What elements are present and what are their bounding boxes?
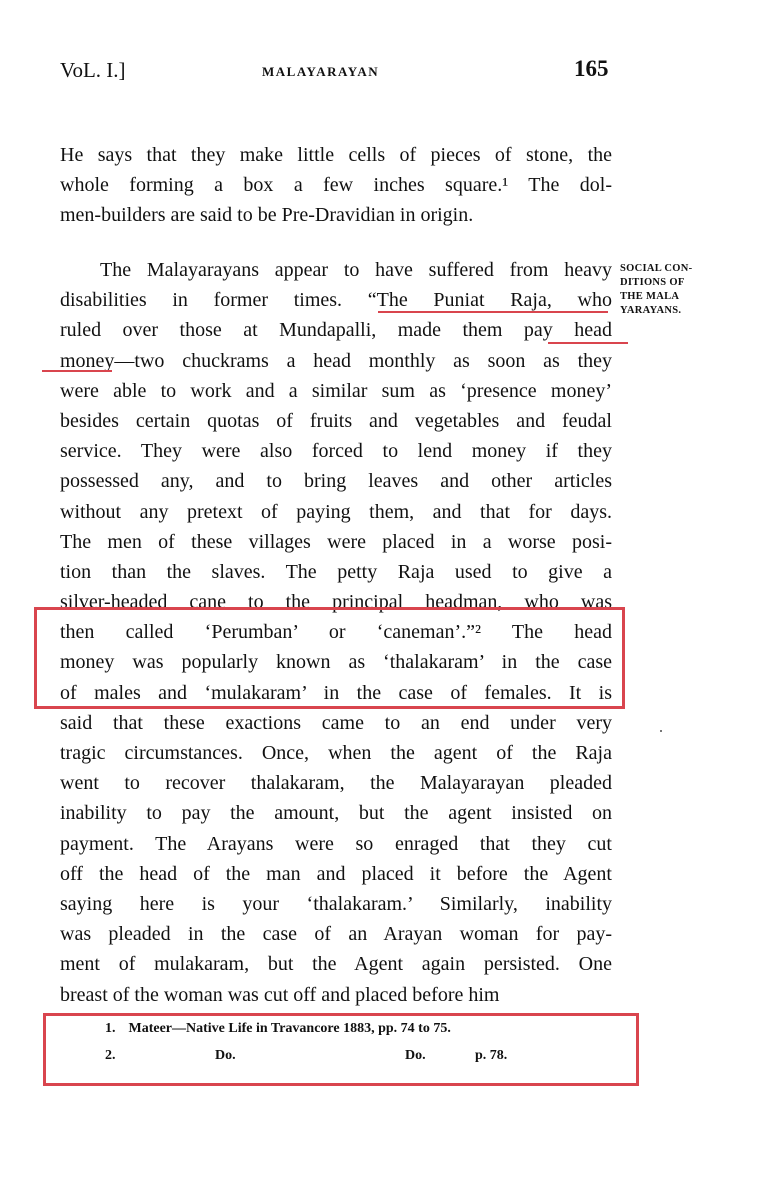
- text-line: were able to work and a similar sum as ‘presence money’: [60, 379, 612, 402]
- text-line: possessed any, and to bring leaves and other articles: [60, 470, 612, 493]
- sidenote-line: SOCIAL CON-: [620, 263, 693, 274]
- text-line: saying here is your ‘thalakaram.’ Similarly, inability: [60, 892, 612, 915]
- text-line: The Malayarayans appear to have suffered from heavy: [100, 259, 612, 281]
- text-line: off the head of the man and placed it before the Agent: [60, 862, 612, 885]
- margin-sidenote: [620, 262, 720, 318]
- text-line: payment. The Arayans were so enraged that they cut: [60, 832, 612, 855]
- text-line: He says that they make little cells of pieces of stone, the: [60, 144, 612, 166]
- footnote-page: p. 78.: [475, 1048, 508, 1063]
- text-line: disabilities in former times. “The Puniat Raja, who: [60, 289, 612, 312]
- text-line: then called ‘Perumban’ or ‘caneman’.”² The head: [60, 621, 612, 644]
- text-line: inability to pay the amount, but the agent insisted on: [60, 802, 612, 825]
- text-line: went to recover thalakaram, the Malayarayan pleaded: [60, 772, 612, 795]
- text-line: whole forming a box a few inches square.¹ The dol-: [60, 174, 612, 197]
- volume-label: VoL. I.]: [60, 58, 126, 82]
- text-line: ruled over those at Mundapalli, made them pay head: [60, 319, 612, 342]
- text-line: tragic circumstances. Once, when the agent of the Raja: [60, 742, 612, 764]
- text-line: money was popularly known as ‘thalakaram’ in the case: [60, 651, 612, 674]
- footnote-2: [105, 1048, 605, 1064]
- text-line: said that these exactions came to an end under very: [60, 711, 612, 734]
- text-line: silver-headed cane to the principal headman, who was: [60, 591, 612, 614]
- footnote-text: Mateer—Native Life in Travancore 1883, pp. 74 to 75.: [128, 1021, 451, 1036]
- sidenote-line: YARAYANS.: [620, 305, 682, 316]
- running-title: MALAYARAYAN: [262, 64, 380, 79]
- footnote-ditto: Do.: [215, 1048, 236, 1063]
- sidenote-line: THE MALA: [620, 291, 680, 302]
- margin-mark: [660, 730, 662, 732]
- text-line: was pleaded in the case of an Arayan woman for pay-: [60, 923, 612, 946]
- text-line: ment of mulakaram, but the Agent again persisted. One: [60, 953, 612, 976]
- page-number: 165: [574, 56, 609, 81]
- footnote-number: 1.: [105, 1021, 116, 1036]
- text-line: without any pretext of paying them, and that for days.: [60, 500, 612, 523]
- footnote-number: 2.: [105, 1048, 116, 1063]
- footnote-ditto: Do.: [405, 1048, 426, 1063]
- text-line: service. They were also forced to lend money if they: [60, 440, 612, 463]
- highlight-box-paragraph: [34, 607, 625, 709]
- paragraph-1: [60, 140, 612, 231]
- sidenote-line: DITIONS OF: [620, 277, 685, 288]
- text-line: tion than the slaves. The petty Raja used to give a: [60, 560, 612, 583]
- text-line: money—two chuckrams a head monthly as soon as they: [60, 349, 612, 372]
- text-line: men-builders are said to be Pre-Dravidian in origin.: [60, 204, 474, 227]
- annotation-underline: [378, 311, 608, 313]
- annotation-underline: [42, 370, 112, 372]
- text-line: besides certain quotas of fruits and vegetables and feudal: [60, 409, 612, 432]
- text-line: breast of the woman was cut off and placed before him: [60, 983, 500, 1006]
- annotation-underline: [548, 342, 628, 344]
- text-line: The men of these villages were placed in a worse posi-: [60, 530, 612, 553]
- footnote-1: [105, 1021, 605, 1037]
- text-line: of males and ‘mulakaram’ in the case of females. It is: [60, 681, 612, 704]
